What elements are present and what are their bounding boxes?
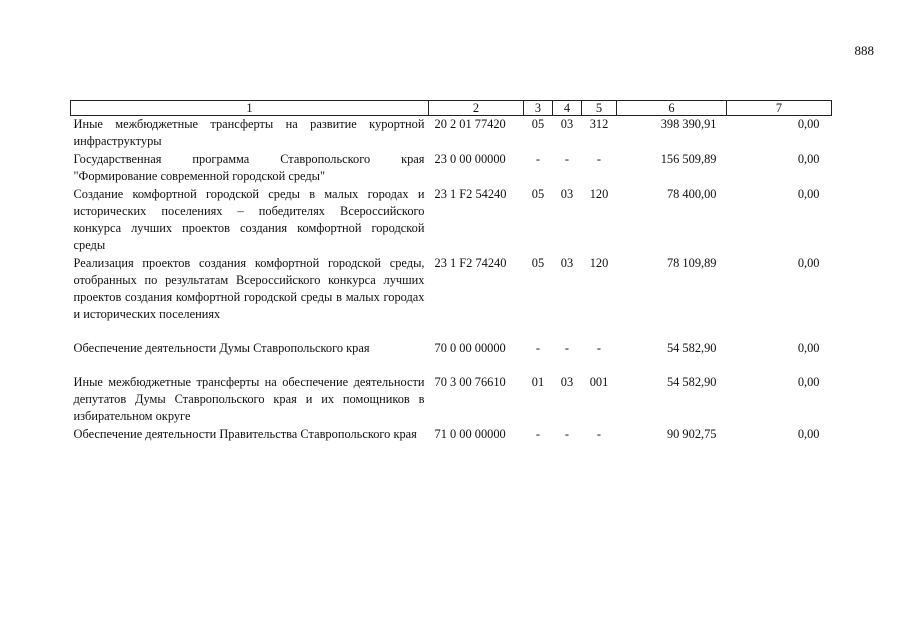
row-expense-type: 120 <box>589 256 609 270</box>
row-name: Обеспечение деятельности Думы Ставропольского края <box>73 341 370 355</box>
row-amount-6: 54 582,90 <box>666 341 717 355</box>
row-subsection: 03 <box>560 375 574 389</box>
row-name: Иные межбюджетные трансферты на развитие курортной инфраструктуры <box>73 117 425 148</box>
row-amount-7: 0,00 <box>797 187 820 201</box>
table-row <box>71 340 832 374</box>
col-header-2: 2 <box>429 101 524 116</box>
col-header-1: 1 <box>71 101 429 116</box>
row-amount-7: 0,00 <box>797 375 820 389</box>
budget-table <box>70 100 832 444</box>
row-expense-type: - <box>596 152 602 166</box>
row-expense-type: - <box>596 427 602 441</box>
row-target-code: 70 3 00 76610 <box>434 375 506 389</box>
row-target-code: 71 0 00 00000 <box>434 427 506 441</box>
row-section: - <box>535 152 541 166</box>
row-subsection: 03 <box>560 187 574 201</box>
row-amount-7: 0,00 <box>797 341 820 355</box>
col-header-5: 5 <box>582 101 617 116</box>
row-section: - <box>535 341 541 355</box>
col-header-4: 4 <box>553 101 582 116</box>
page-number: 888 <box>854 43 874 58</box>
column-number-row <box>71 101 832 116</box>
row-target-code: 70 0 00 00000 <box>434 341 506 355</box>
row-name: Иные межбюджетные трансферты на обеспечение деятельности депутатов Думы Ставропольского края и их помощников в избирательном округе <box>73 375 425 423</box>
row-amount-6: 78 400,00 <box>666 187 717 201</box>
row-name: Реализация проектов создания комфортной городской среды, отобранных по результатам Всероссийского конкурса лучших проектов создания комфортной городской среды в малых городах и исторических поселениях <box>73 256 425 321</box>
table-row <box>71 116 832 152</box>
row-subsection: - <box>564 427 570 441</box>
table-row <box>71 426 832 444</box>
row-section: 01 <box>531 375 545 389</box>
row-target-code: 20 2 01 77420 <box>434 117 506 131</box>
row-expense-type: 312 <box>589 117 609 131</box>
row-subsection: 03 <box>560 117 574 131</box>
row-amount-7: 0,00 <box>797 152 820 166</box>
table-row <box>71 374 832 426</box>
row-amount-6: 156 509,89 <box>660 152 717 166</box>
row-amount-6: 398 390,91 <box>660 117 717 131</box>
row-amount-7: 0,00 <box>797 427 820 441</box>
table-row <box>71 151 832 186</box>
row-target-code: 23 0 00 00000 <box>434 152 506 166</box>
row-subsection: - <box>564 341 570 355</box>
table-row <box>71 186 832 255</box>
row-amount-7: 0,00 <box>797 117 820 131</box>
row-subsection: - <box>564 152 570 166</box>
row-section: 05 <box>531 256 545 270</box>
row-section: 05 <box>531 117 545 131</box>
row-section: 05 <box>531 187 545 201</box>
row-name: Государственная программа Ставропольского края "Формирование современной городской среды" <box>73 152 425 183</box>
table-row <box>71 255 832 340</box>
row-expense-type: 120 <box>589 187 609 201</box>
col-header-7: 7 <box>727 101 832 116</box>
row-amount-6: 78 109,89 <box>666 256 717 270</box>
col-header-6: 6 <box>617 101 727 116</box>
row-amount-6: 54 582,90 <box>666 375 717 389</box>
row-amount-6: 90 902,75 <box>666 427 717 441</box>
col-header-3: 3 <box>524 101 553 116</box>
row-expense-type: - <box>596 341 602 355</box>
row-expense-type: 001 <box>589 375 609 389</box>
row-name: Обеспечение деятельности Правительства Ставропольского края <box>73 427 417 441</box>
row-subsection: 03 <box>560 256 574 270</box>
row-target-code: 23 1 F2 54240 <box>434 187 507 201</box>
row-target-code: 23 1 F2 74240 <box>434 256 507 270</box>
row-name: Создание комфортной городской среды в малых городах и исторических поселениях – победителях Всероссийского конкурса лучших проектов создания комфортной городской среды <box>73 187 425 252</box>
row-section: - <box>535 427 541 441</box>
row-amount-7: 0,00 <box>797 256 820 270</box>
